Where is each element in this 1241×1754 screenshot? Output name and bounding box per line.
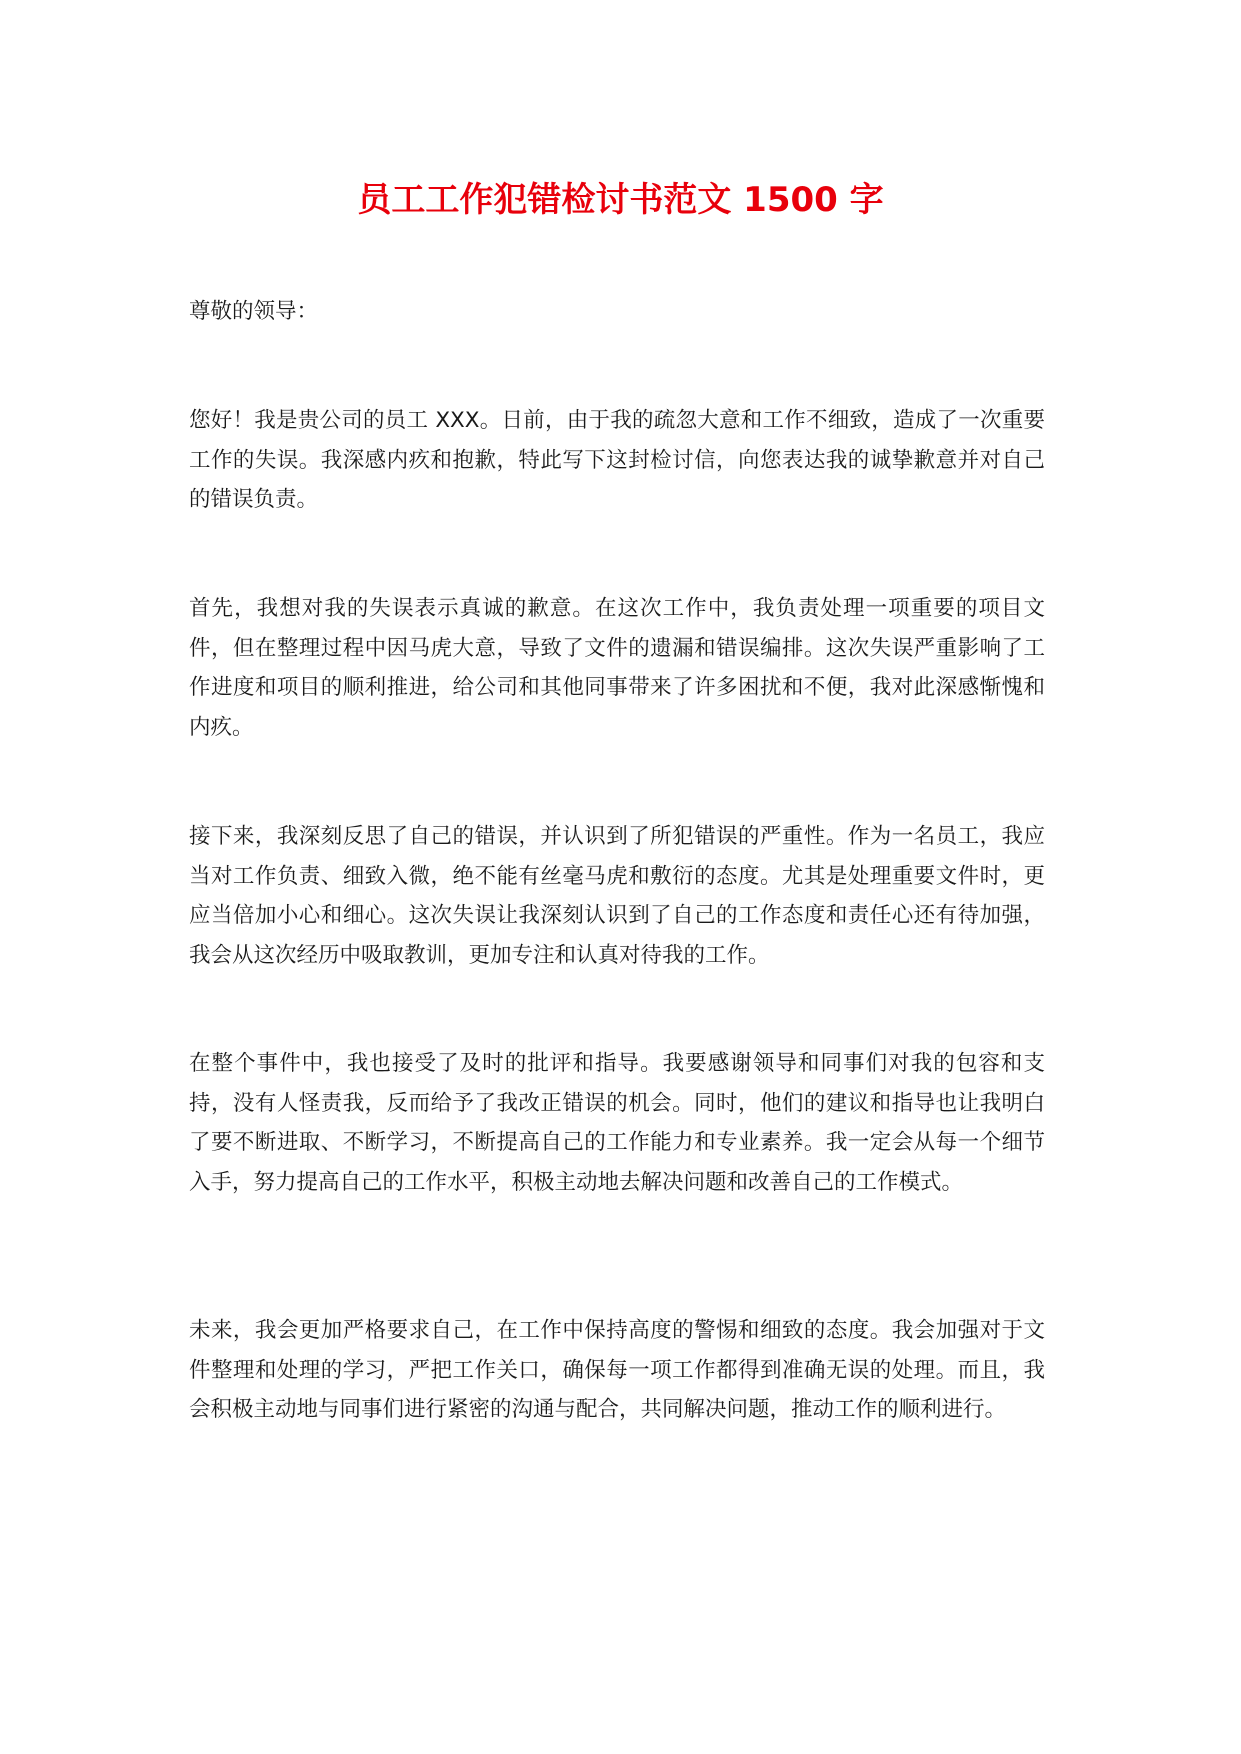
paragraph-future: 未来，我会更加严格要求自己，在工作中保持高度的警惕和细致的态度。我会加强对于文件整理和处理的学习，严把工作关口，确保每一项工作都得到准确无误的处理。而且，我会积极主动地与同事们进行紧密的沟通与配合，共同解决问题，推动工作的顺利进行。 bbox=[189, 1318, 1045, 1422]
paragraph-gratitude: 在整个事件中，我也接受了及时的批评和指导。我要感谢领导和同事们对我的包容和支持，没有人怪责我，反而给予了我改正错误的机会。同时，他们的建议和指导也让我明白了要不断进取、不断学习，不断提高自己的工作能力和专业素养。我一定会从每一个细节入手，努力提高自己的工作水平，积极主动地去解决问题和改善自己的工作模式。 bbox=[189, 1051, 1045, 1195]
paragraph-apology: 首先，我想对我的失误表示真诚的歉意。在这次工作中，我负责处理一项重要的项目文件，但在整理过程中因马虎大意，导致了文件的遗漏和错误编排。这次失误严重影响了工作进度和项目的顺利推进，给公司和其他同事带来了许多困扰和不便，我对此深感惭愧和内疚。 bbox=[189, 596, 1045, 740]
document-title: 员工工作犯错检讨书范文 1500 字 bbox=[357, 180, 884, 220]
paragraph-greeting: 您好！我是贵公司的员工 XXX。日前，由于我的疏忽大意和工作不细致，造成了一次重要工作的失误。我深感内疚和抱歉，特此写下这封检讨信，向您表达我的诚挚歉意并对自己的错误负责。 bbox=[189, 408, 1045, 512]
paragraph-reflection: 接下来，我深刻反思了自己的错误，并认识到了所犯错误的严重性。作为一名员工，我应当对工作负责、细致入微，绝不能有丝毫马虎和敷衍的态度。尤其是处理重要文件时，更应当倍加小心和细心。这次失误让我深刻认识到了自己的工作态度和责任心还有待加强，我会从这次经历中吸取教训，更加专注和认真对待我的工作。 bbox=[189, 824, 1045, 968]
salutation: 尊敬的领导： bbox=[189, 299, 319, 324]
